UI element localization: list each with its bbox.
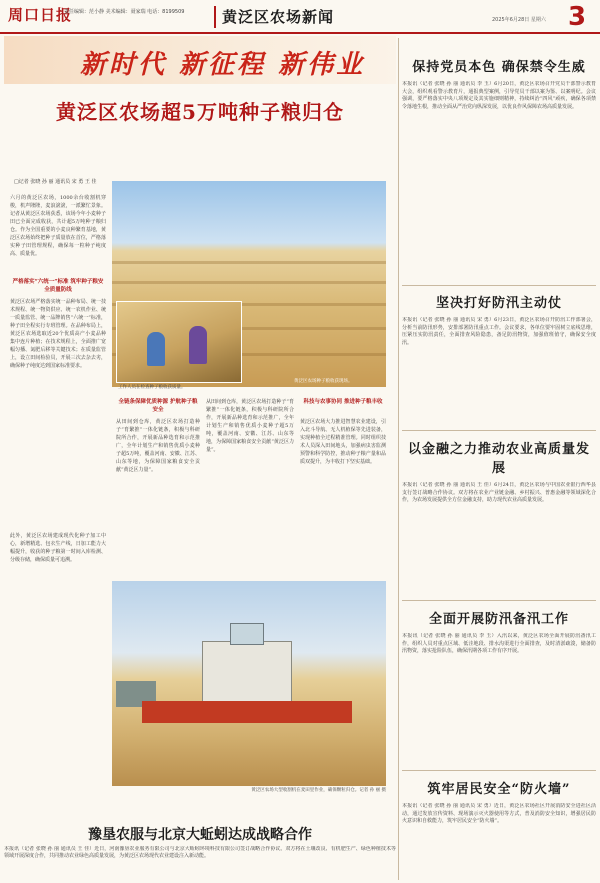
article-headline: 坚决打好防汛主动仗 <box>435 296 562 311</box>
worker-figure <box>147 332 165 366</box>
article-headline: 全面开展防汛备汛工作 <box>428 612 569 627</box>
lead-subhead-3: 科技与农事协同 推进种子粮丰收 <box>303 399 383 405</box>
slogan-text: 新时代 新征程 新伟业 <box>80 50 366 80</box>
harvester-photo <box>112 581 386 786</box>
article-body: 本报讯（记者 张晓 孙 丽 通讯员 宋 勇）近日，黄泛区农场社区开展消防安全进社区活动，通过发放宣传资料、现场演示灭火器使用等方式，普及消防安全知识，增强居民防火意识和自救能力，筑牢居民安全“防火墙”。 <box>402 803 596 824</box>
article-divider <box>402 770 596 771</box>
article-flood-readiness <box>402 608 596 773</box>
article-divider <box>402 430 596 431</box>
article-headline: 以金融之力推动农业高质量发展 <box>407 442 590 476</box>
lead-body-3: 此外，黄泛区农场建成现代化种子加工中心，新增精选、包衣生产线，日加工能力大幅提升，收获的种子粮第一时间入库检测、分级存储，确保质量可追溯。 <box>10 533 106 563</box>
article-finance <box>402 438 596 622</box>
newspaper-logo: 周口日报 <box>8 6 73 24</box>
photo-caption-harvester: 黄泛区农场大型收割机在麦田里作业，确保颗粒归仓。记者 孙 丽 摄 <box>251 788 386 793</box>
photo-caption-inset: 工作人员在检查种子粮收获质量。 <box>118 385 186 390</box>
lead-subhead-2: 全链条保障优质种源 护航种子粮安全 <box>118 399 198 413</box>
page-number: 3 <box>568 2 587 32</box>
article-fire-safety <box>402 778 596 883</box>
lead-story <box>4 36 396 826</box>
bottom-body: 本报讯（记者 张晓 孙 丽 通讯员 王 佳）近日，河南豫垦农业服务有限公司与北京大蚯蚓环境科技有限公司签订战略合作协议。双方将在土壤改良、有机肥生产、绿色种植技术等领域开展深度合作，共同推动农业绿色高质量发展，为黄泛区农场现代农业建设注入新动能。 <box>4 846 396 859</box>
lead-subhead-1: 严格落实“六统一”标准 筑牢种子粮安全质量防线 <box>12 279 104 293</box>
article-divider <box>402 285 596 286</box>
worker-figure <box>189 326 207 364</box>
photo-caption-field: 黄泛区农场种子粮收获现场。 <box>294 379 353 384</box>
column-divider <box>398 38 399 880</box>
section-title: 黄泛区农场新闻 <box>222 8 335 26</box>
article-body: 本报讯（记者 张晓 孙 丽 通讯员 李 玉）入汛以来，黄泛区农场全面开展防汛备汛工作，组织人员对重点区域、低洼地段、排水沟渠进行全面排查，及时清淤疏浚，储备防汛物资，落实抢险队伍，确保汛期各项工作有序开展。 <box>402 633 596 654</box>
issue-date: 2025年6月28日 星期六 <box>492 17 546 23</box>
lead-body-2: 黄泛区农场严格落实统一品种布局、统一技术规程、统一物资供应、统一农机作业、统一质量监管、统一品牌销售“六统一”标准，种子田全程实行专班管理。在品种布局上，黄泛区农场选取近20个优质高产小麦品种集中连片种植；在技术规程上，全面推广宽幅匀播、氮肥后移等关键技术；在质量监管上，设立田间检验员，开展三次去杂去劣，确保种子纯度达到国家标准要求。 <box>10 299 106 369</box>
lead-byline: □记者 张晓 孙 丽 通讯员 宋 勇 王 佳 <box>14 179 97 185</box>
slogan-banner <box>4 36 396 84</box>
lead-body-4b: 从田间到仓库，黄泛区农场打造种子“育繁推”一体化链条，积极与科研院所合作，开展新品种选育和示范推广，全年计划生产和销售优质小麦种子超5万吨，覆盖河南、安徽、江苏、山东等地，为保障国家粮食安全贡献“黄泛区力量”。 <box>206 399 294 453</box>
article-divider <box>402 600 596 601</box>
article-party-discipline <box>402 56 596 291</box>
article-headline: 保持党员本色 确保禁令生威 <box>412 60 586 75</box>
masthead <box>0 0 600 34</box>
lead-body-5: 黄泛区农场大力推进智慧农业建设，引入北斗导航、无人机植保等先进装备，实现种植全过程精准管理。同时组织技术人员深入田间地头，加强病虫害监测预警和科学防控，推动种子粮产量和品质双提升，为丰收打下坚实基础。 <box>300 419 386 465</box>
article-flood-prevention <box>402 292 596 437</box>
harvester-header <box>142 701 352 723</box>
article-body: 本报讯（记者 张晓 孙 丽 通讯员 王 佳）6月24日，黄泛区农场与中国农业银行西华县支行签订战略合作协议。双方将在农业产业链金融、乡村振兴、普惠金融等领域深化合作，为农场发展提供全方位金融支持，助力现代农业高质量发展。 <box>402 482 596 503</box>
workers-inspecting-photo <box>116 301 242 383</box>
lead-body-1: 六月的黄泛区农场，1000余台收割机穿梭，机声隆隆，麦浪滚滚，一派繁忙景象。记者从黄泛区农场获悉，该场今年小麦种子田已全面完成收获，共计超5万吨种子粮归仓。作为全国重要的小麦良种繁育基地，黄泛区农场始终把种子质量放在首位，严格落实种子田管理规程，确保每一粒种子纯度高、质量优。 <box>10 195 106 257</box>
harvester-cab <box>230 623 264 645</box>
masthead-divider <box>214 6 216 28</box>
article-headline: 筑牢居民安全“防火墙” <box>427 782 571 797</box>
masthead-rule <box>0 32 600 34</box>
lead-body-4: 从田间到仓库，黄泛区农场打造种子“育繁推”一体化链条，积极与科研院所合作，开展新品种选育和示范推广，全年计划生产和销售优质小麦种子超5万吨，覆盖河南、安徽、江苏、山东等地，为保障国家粮食安全贡献“黄泛区力量”。 <box>116 419 200 473</box>
article-body: 本报讯（记者 张晓 孙 丽 通讯员 李 玉）6月20日，黄泛区农场召开党员干部警示教育大会，组织观看警示教育片，通报典型案例，引导党员干部以案为鉴、以案明纪。会议强调，要严格落实中央八项规定及其实施细则精神，持续纠治“四风”顽疾，确保各项禁令落地生根，推动全面从严治党向纵深发展，以优良作风保障农场高质量发展。 <box>402 81 596 110</box>
editor-credits: 责任编辑：范小静 美术编辑：聂家瑞 电话：8199509 <box>64 9 185 15</box>
lead-headline: 黄泛区农场超5万吨种子粮归仓 <box>56 100 344 124</box>
bottom-headline: 豫垦农服与北京大蚯蚓达成战略合作 <box>88 827 312 843</box>
article-body: 本报讯（记者 张晓 孙 丽 通讯员 宋 勇）6月23日，黄泛区农场召开防汛工作部署会，分析当前防汛形势，安排部署防汛重点工作。会议要求，各单位要牢固树立底线思维，压紧压实防汛责任，全面排查风险隐患，备足防汛物资，加强值班值守，确保安全度汛。 <box>402 317 596 346</box>
